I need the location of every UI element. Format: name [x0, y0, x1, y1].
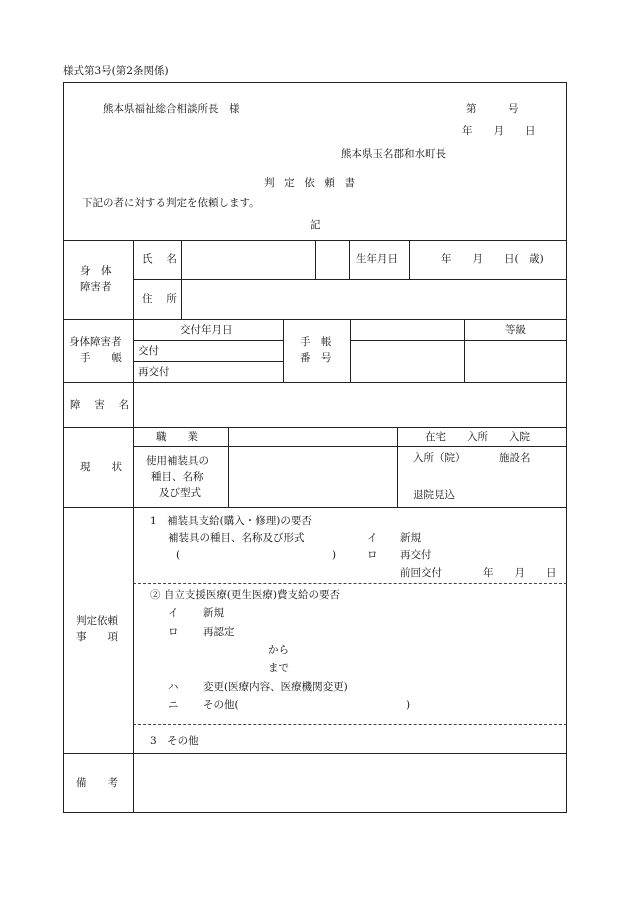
handbook-label: 手 帳	[80, 352, 122, 364]
request-item-1-sub: 補装具の種目、名称及び形式	[168, 532, 305, 544]
rule	[133, 279, 567, 280]
rule	[464, 319, 465, 382]
handbook-label: 身体障害者	[69, 336, 122, 348]
option-mark: イ	[168, 607, 179, 619]
ki-label: 記	[310, 219, 321, 231]
option-recert: 再認定	[203, 626, 235, 638]
option-other: その他(	[203, 699, 239, 711]
person-label: 身 体	[80, 265, 112, 277]
facility-name-label: 施設名	[499, 452, 531, 464]
option-new: 新規	[400, 532, 421, 544]
dob-value: 年 月 日( 歳)	[441, 253, 544, 265]
intro-text: 下記の者に対する判定を依頼します。	[82, 197, 260, 209]
rule	[350, 319, 351, 382]
form-number: 様式第3号(第2条関係)	[63, 65, 169, 77]
request-item-3: 3 その他	[150, 735, 199, 747]
rule	[63, 382, 567, 383]
dashed-rule	[133, 724, 567, 725]
option-change: 変更(医療内容、医療機関変更)	[203, 681, 348, 693]
document-title: 判 定 依 頼 書	[264, 177, 359, 189]
rule	[63, 427, 567, 428]
handbook-number-label: 番 号	[300, 352, 332, 364]
rule	[63, 507, 567, 508]
rule	[409, 240, 410, 279]
handbook-number-label: 手 帳	[300, 336, 332, 348]
option-reissue: 再交付	[400, 549, 432, 561]
grade-label: 等級	[505, 324, 526, 336]
paren-open: (	[176, 549, 181, 561]
rule	[63, 753, 567, 754]
home-status: 在宅 入所 入院	[425, 431, 530, 443]
reissue-label: 再交付	[138, 366, 170, 378]
rule	[283, 319, 284, 382]
rule	[63, 319, 567, 320]
previous-issue-date: 年 月 日	[483, 567, 557, 579]
form-frame	[63, 82, 567, 813]
option-new: 新規	[203, 607, 224, 619]
address-label: 住 所	[142, 293, 183, 305]
occupation-label: 職 業	[156, 431, 198, 443]
request-label: 事 項	[76, 631, 118, 643]
device-label: 種目、名称	[151, 471, 204, 483]
person-label: 障害者	[80, 281, 112, 293]
rule	[133, 240, 134, 813]
paren-close: )	[406, 699, 411, 711]
rule	[133, 446, 567, 447]
paren-close: )	[332, 549, 337, 561]
option-mark: ニ	[168, 699, 179, 711]
discharge-label: 退院見込	[413, 489, 455, 501]
rule	[397, 427, 398, 507]
option-mark: イ	[367, 532, 378, 544]
document-date: 年 月 日	[462, 125, 536, 137]
request-item-1: 1 補装具支給(購入・修理)の要否	[150, 515, 312, 527]
facility-label: 入所（院）	[413, 452, 466, 464]
dob-label: 生年月日	[356, 253, 398, 265]
dashed-rule	[133, 583, 567, 584]
to-label: まで	[268, 662, 289, 674]
remarks-label: 備 考	[76, 777, 118, 789]
rule	[315, 240, 316, 279]
addressee: 熊本県福祉総合相談所長 様	[103, 103, 240, 115]
issue-date-label: 交付年月日	[180, 324, 233, 336]
document-number: 第 号	[466, 103, 519, 115]
rule	[350, 340, 567, 341]
status-label: 現 状	[80, 461, 122, 473]
name-label: 氏 名	[142, 253, 183, 265]
rule	[228, 427, 229, 507]
issue-label: 交付	[138, 345, 159, 357]
rule	[133, 340, 283, 341]
option-mark: ロ	[367, 549, 378, 561]
sender: 熊本県玉名郡和水町長	[341, 148, 446, 160]
rule	[349, 240, 350, 279]
rule	[133, 361, 283, 362]
request-item-2: ② 自立支援医療(更生医療)費支給の要否	[150, 589, 341, 601]
request-label: 判定依頼	[76, 615, 118, 627]
option-mark: ハ	[168, 681, 179, 693]
device-label: 使用補装具の	[146, 455, 209, 467]
from-label: から	[268, 644, 289, 656]
device-label: 及び型式	[159, 487, 201, 499]
disability-label: 障 害 名	[70, 399, 135, 411]
option-mark: ロ	[168, 626, 179, 638]
previous-issue-label: 前回交付	[400, 567, 442, 579]
